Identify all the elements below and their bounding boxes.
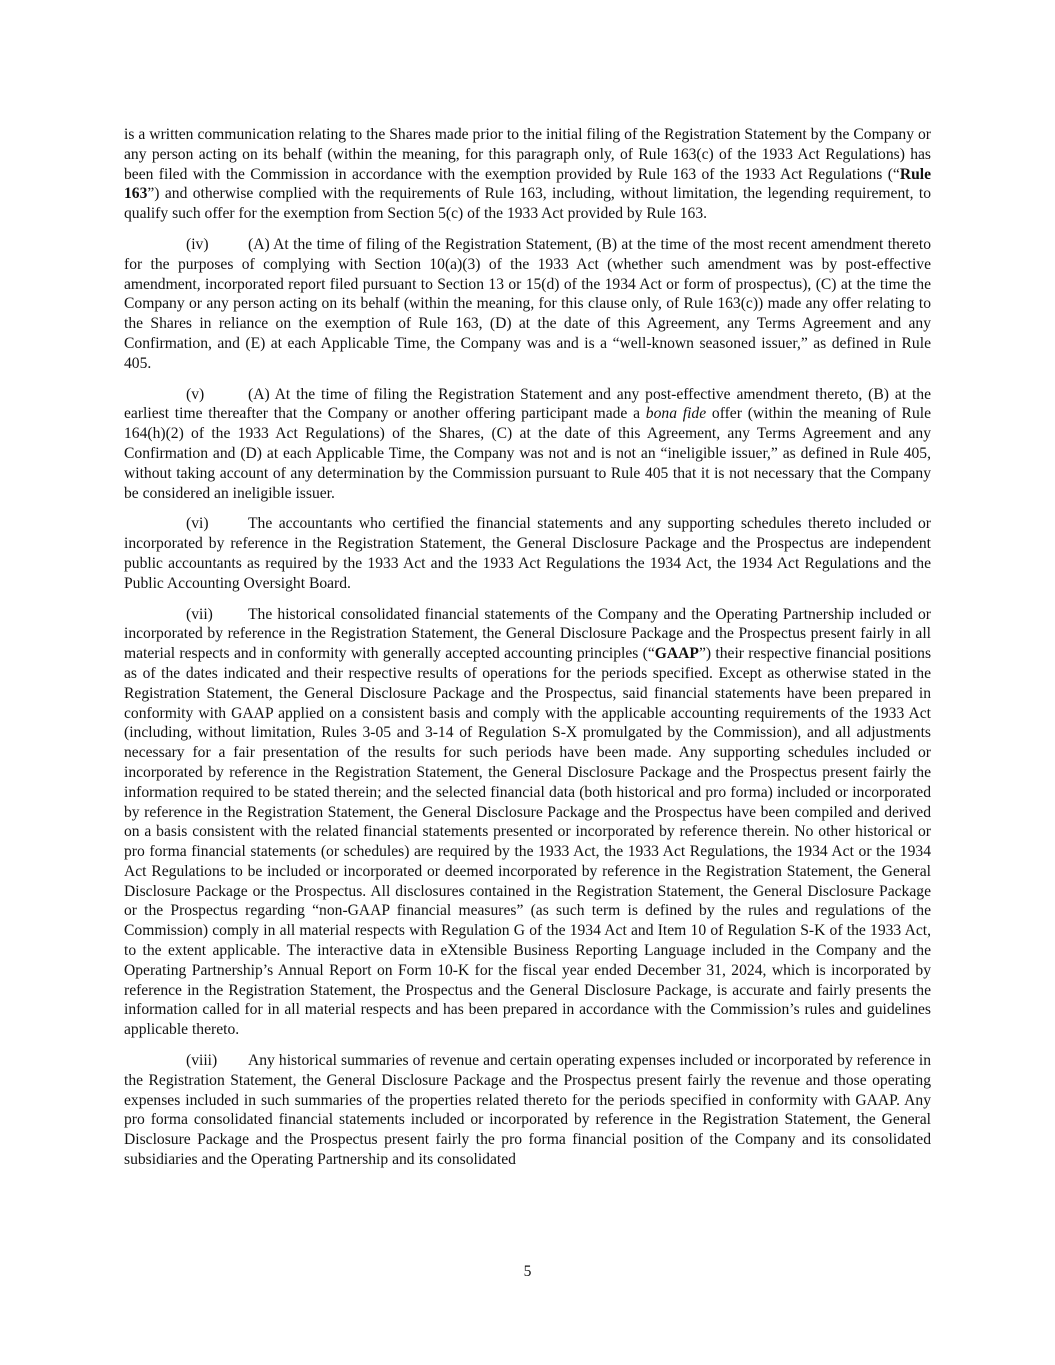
paragraph-text: (A) At the time of filing of the Registration Statement, (B) at the time of the most recent amendment thereto for the purposes of complying with Section 10(a)(3) of the 1933 Act (whether such amendment was by post-effective amendment, incorporated report filed pursuant to Section 13 or 15(d) of the 1934 Act or form of prospectus), (C) at the time the Company or any person acting on its behalf (within the meaning, for this clause only, of Rule 163(c)) made any offer relating to the Shares in reliance on the exemption of Rule 163, (D) at the date of this Agreement, any Terms Agreement and any Confirmation, and (E) at each Applicable Time, the Company was and is a “well-known seasoned issuer,” as defined in Rule 405.: [124, 235, 931, 372]
page-number: 5: [523, 1263, 532, 1280]
italic-term-bona-fide: bona fide: [645, 405, 707, 423]
paragraph-text: is a written communication relating to the Shares made prior to the initial filing of the Registration Statement by the Company or any person acting on its behalf (within the meaning, for this paragraph only, of Rule 163(c) of the 1933 Act Regulations) has been filed with the Commission in accordance with the exemption provided by Rule 163 of the 1933 Act Regulations (“: [124, 126, 931, 183]
paragraph-vii: [124, 605, 931, 1041]
paragraph-text: Any historical summaries of revenue and certain operating expenses included or incorporated by reference in the Registration Statement, the General Disclosure Package and the Prospectus present fairly the revenue and those operating expenses included in such summaries of the properties related thereto for the periods specified in conformity with GAAP. Any pro forma consolidated financial statements included or incorporated by reference in the Registration Statement, the General Disclosure Package and the Prospectus present fairly the pro forma financial position of the Company and its consolidated subsidiaries and the Operating Partnership and its consolidated: [124, 1052, 931, 1169]
paragraph-v: [124, 385, 931, 504]
defined-term-gaap: GAAP: [654, 645, 699, 663]
paragraph-text: ”) their respective financial positions as of the dates indicated and their respective results of operations for the periods specified. Except as otherwise stated in the Registration Statement, the General Disclosure Package and the Prospectus, said financial statements have been prepared in conformity with GAAP applied on a consistent basis and comply with the applicable accounting requirements of the 1933 Act (including, without limitation, Rules 3-05 and 3-14 of Regulation S-X promulgated by the Commission), and all adjustments necessary for a fair presentation of the results for such periods have been made. Any supporting schedules included or incorporated by reference in the Registration Statement, the General Disclosure Package and the Prospectus present fairly the information required to be stated therein; and the selected financial data (both historical and pro forma) included or incorporated by reference in the Registration Statement, the General Disclosure Package and the Prospectus have been compiled and derived on a basis consistent with the related financial statements presented or incorporated by reference therein. No other historical or pro forma financial statements (or schedules) are required by the 1933 Act, the 1933 Act Regulations, the 1934 Act or the 1934 Act Regulations to be included or incorporated or deemed incorporated by reference in the Registration Statement, the General Disclosure Package or the Prospectus. All disclosures contained in the Registration Statement, the General Disclosure Package or the Prospectus regarding “non-GAAP financial measures” (as such term is defined by the rules and regulations of the Commission) comply in all material respects with Regulation G of the 1934 Act and Item 10 of Regulation S-K of the 1933 Act, to the extent applicable. The interactive data in eXtensible Business Reporting Language included in the Company and the Operating Partnership’s Annual Report on Form 10-K for the fiscal year ended December 31, 2024, which is incorporated by reference in the Registration Statement, the Prospectus and the General Disclosure Package, is accurate and fairly presents the information called for in all material respects and has been prepared in accordance with the Commission’s rules and guidelines applicable thereto.: [124, 645, 932, 1039]
paragraph-text: ”) and otherwise complied with the requirements of Rule 163, including, without limitation, the legending requirement, to qualify such offer for the exemption from Section 5(c) of the 1933 Act provided by Rule 163.: [124, 185, 931, 223]
paragraph-text: offer (within the meaning of Rule 164(h)(2) of the 1933 Act Regulations) of the Shares, (C) at the date of this Agreement, any Terms Agreement and any Confirmation and (D) at each Applicable Time, the Company was not and is not an “ineligible issuer,” as defined in Rule 405, without taking account of any determination by the Commission pursuant to Rule 405 that it is not necessary that the Company be considered an ineligible issuer.: [124, 405, 931, 502]
paragraph-viii: [124, 1051, 931, 1170]
paragraph-number: (viii): [186, 1052, 218, 1070]
paragraph-text: (A) At the time of filing the Registration Statement and any post-effective amendment thereto, (B) at the earliest time thereafter that the Company or another offering participant made a: [124, 385, 931, 423]
paragraph-iv: [124, 235, 931, 374]
document-page: [124, 125, 931, 1181]
paragraph-number: (vi): [186, 515, 209, 533]
paragraph-text: The historical consolidated financial statements of the Company and the Operating Partnership included or incorporated by reference in the Registration Statement, the General Disclosure Package and the Prospectus present fairly in all material respects and in conformity with generally accepted accounting principles (“: [124, 605, 931, 663]
paragraph-number: (iv): [186, 235, 209, 253]
paragraph-number: (vii): [186, 605, 213, 623]
paragraph-vi: [124, 514, 931, 593]
paragraph-number: (v): [186, 385, 205, 403]
paragraph-text: The accountants who certified the financial statements and any supporting schedules thereto included or incorporated by reference in the Registration Statement, the General Disclosure Package and the Prospectus are independent public accountants as required by the 1933 Act and the 1933 Act Regulations the 1934 Act, the 1934 Act Regulations and the Public Accounting Oversight Board.: [124, 515, 931, 592]
defined-term-rule-163: Rule 163: [124, 165, 931, 203]
paragraph-iii-continuation: [124, 125, 931, 224]
